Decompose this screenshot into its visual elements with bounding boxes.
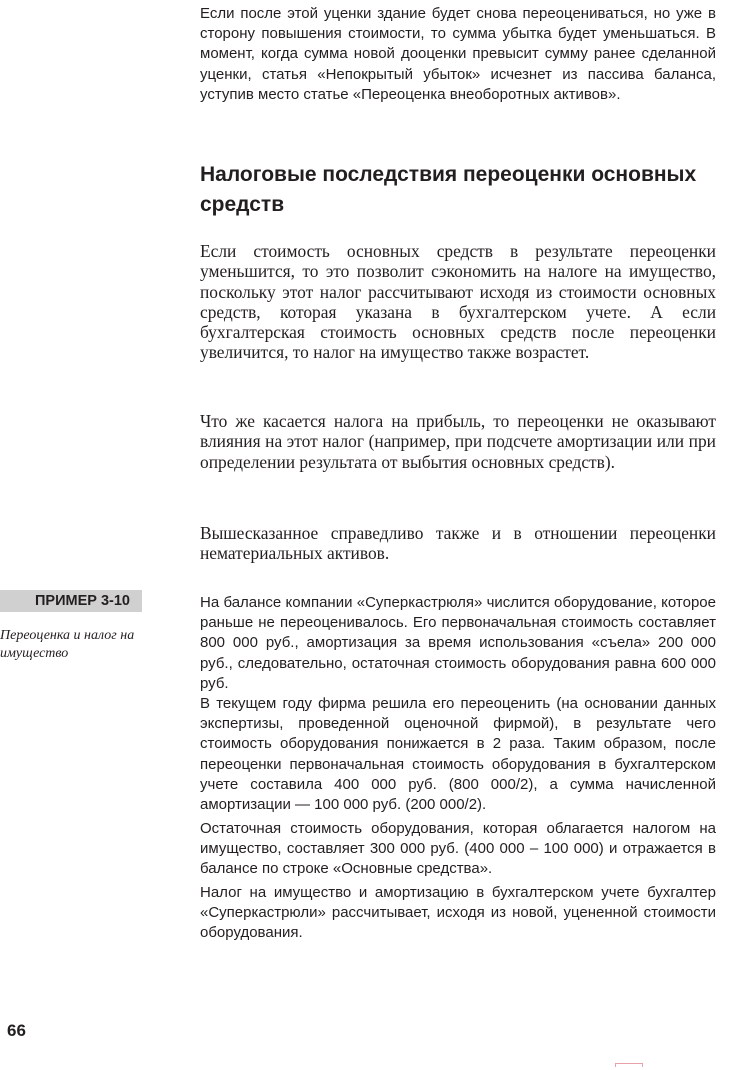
crop-mark [615,1063,643,1067]
example-caption: Переоценка и налог на имущество [0,628,135,661]
body-paragraph-profit-tax: Что же касается налога на прибыль, то переоценки не оказывают влияния на этот налог (например, при подсчете амортизации или при определении результата от выбытия основных средств). [200,411,716,472]
page-number: 66 [7,1021,26,1040]
example-paragraph-initial-cost: На балансе компании «Суперкастрюля» числится оборудование, которое раньше не переоценивалось. Его первоначальная стоимость составляет 800 000 руб., амортизация за время использования «съела» 200 000 руб., следовательно, остаточная стоимость оборудования равна 600 000 руб. [200,594,716,692]
section-heading: Налоговые последствия переоценки основных средств [200,163,697,216]
example-paragraph-residual-value: Остаточная стоимость оборудования, которая облагается налогом на имущество, составляет 300 000 руб. (400 000 – 100 000) и отражается в балансе по строке «Основные средства». [200,820,716,878]
example-paragraph-revaluation: В текущем году фирма решила его переоценить (на основании данных экспертизы, проведенной оценочной фирмой), в результате чего стоимость оборудования понижается в 2 раза. Таким образом, после переоценки первоначальная стоимость оборудования в бухгалтерском учете составила 400 000 руб. (800 000/2), а сумма начисленной амортизации — 100 000 руб. (200 000/2). [200,695,716,814]
example-paragraph-calculation: Налог на имущество и амортизацию в бухгалтерском учете бухгалтер «Суперкастрюли» рассчитывает, исходя из новой, уцененной стоимости оборудования. [200,884,716,942]
example-label-badge: ПРИМЕР 3-10 [0,590,142,612]
body-paragraph-property-tax: Если стоимость основных средств в результате переоценки уменьшится, то это позволит сэкономить на налоге на имущество, поскольку этот налог рассчитывают исходя из стоимости основных средств, которая указана в бухгалтерском учете. А если бухгалтерская стоимость основных средств после переоценки увеличится, то налог на имущество также возрастет. [200,241,716,363]
body-paragraph-intangible-assets: Вышесказанное справедливо также и в отношении переоценки нематериальных активов. [200,523,716,564]
intro-paragraph: Если после этой уценки здание будет снова переоцениваться, но уже в сторону повышения стоимости, то сумма убытка будет уменьшаться. В момент, когда сумма новой дооценки превысит сумму ранее сделанной уценки, статья «Непокрытый убыток» исчезнет из пассива баланса, уступив место статье «Переоценка внеоборотных активов». [200,5,716,103]
